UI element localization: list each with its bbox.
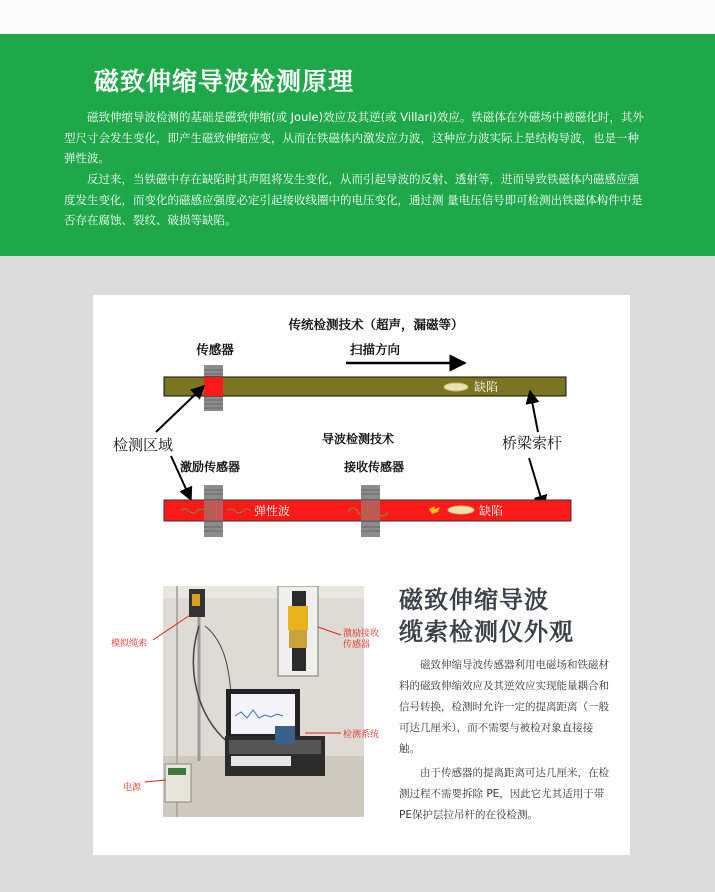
defect-label-bottom: 缺陷 <box>479 504 504 518</box>
guided-wave-title: 导波检测技术 <box>321 432 395 446</box>
photo-callout-lines <box>93 575 403 835</box>
apparatus-title-line2: 缆索检测仪外观 <box>399 618 574 646</box>
defect-marker-top <box>444 383 468 391</box>
bridge-cable-arrow-up <box>530 391 538 432</box>
sensor-callout-line1: 激励接收 <box>343 629 380 639</box>
sensor-label: 传感器 <box>196 342 234 357</box>
power-label: 电源 <box>123 783 142 793</box>
scan-direction-label: 扫描方向 <box>349 342 401 357</box>
elastic-wave-label: 弹性波 <box>254 504 291 518</box>
page-title: 磁致伸缩导波检测原理 <box>94 67 355 96</box>
principle-diagram <box>93 295 630 555</box>
apparatus-paragraph-1: 磁致伸缩导波传感器利用电磁场和铁磁材料的磁致伸缩效应及其逆效应实现能量耦合和信号转换，检测时允许一定的提离距离（一般可达几厘米），而不需要与被检对象直接接触。 <box>399 659 609 755</box>
content-card <box>93 295 630 855</box>
cable-label: 模拟缆索 <box>111 639 148 649</box>
apparatus-title-line1: 磁致伸缩导波 <box>399 586 549 614</box>
defect-marker-bottom <box>448 506 474 514</box>
sensor-callout-line2: 传感器 <box>343 640 371 650</box>
apparatus-title <box>399 584 574 648</box>
top-strip <box>0 0 715 35</box>
detection-zone-highlight <box>204 377 223 396</box>
traditional-rod <box>164 377 566 396</box>
intro-paragraph-2: 反过来，当铁磁中存在缺陷时其声阻将发生变化，从而引起导波的反射、透射等，进而导致铁磁体内磁感应强度发生变化，而变化的磁感应强度必定引起接收线圈中的电压变化，通过测 量电压信号即可检测出铁磁体构件中是否存在腐蚀、裂纹、破损等缺陷。 <box>64 172 643 227</box>
header-section <box>0 34 715 256</box>
bridge-cable-label: 桥梁索杆 <box>502 434 563 452</box>
excite-sensor-label: 激励传感器 <box>179 460 241 474</box>
detection-zone-label: 检测区域 <box>113 436 174 454</box>
system-label: 检测系统 <box>343 730 380 740</box>
traditional-tech-title: 传统检测技术（超声，漏磁等） <box>288 317 464 332</box>
intro-paragraph-1: 磁致伸缩导波检测的基础是磁致伸缩(或 Joule)效应及其逆(或 Villari)效应。铁磁体在外磁场中被磁化时，其外型尺寸会发生变化，即产生磁致伸缩应变，从而在铁磁体内激发应力波，这种应力波实际上是结构导波，也是一种弹性波。 <box>64 110 644 165</box>
apparatus-paragraph-2: 由于传感器的提离距离可达几厘米，在检测过程不需要拆除 PE，因此它尤其适用于带PE保护层拉吊杆的在役检测。 <box>399 767 609 821</box>
receive-sensor-label: 接收传感器 <box>343 460 405 474</box>
defect-label-top: 缺陷 <box>474 380 499 394</box>
excite-sensor-overlay <box>204 500 223 521</box>
